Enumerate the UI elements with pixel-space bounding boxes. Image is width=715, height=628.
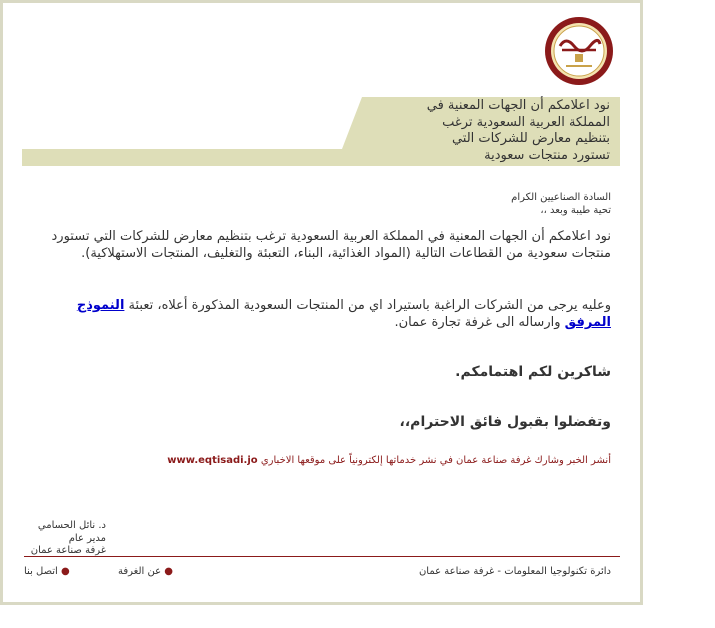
footer-link-label: اتصل بنا <box>24 566 58 577</box>
banner-line: المملكة العربية السعودية ترغب <box>442 114 610 130</box>
banner-line: بتنظيم معارض للشركات التي <box>451 131 610 146</box>
announcement-paragraph: نود اعلامكم أن الجهات المعنية في المملكة العربية السعودية ترغب بتنظيم معارض للشركات التي تستورد منتجات سعودية من القطاعات التالية (المواد الغذائية، البناء، التعبئة والتغليف، المنتجات الاستهلاكية). <box>51 229 611 261</box>
footer-link-about[interactable] <box>118 566 173 577</box>
share-note <box>167 455 611 466</box>
headline-banner <box>22 97 620 166</box>
banner-line: تستورد منتجات سعودية <box>484 147 610 163</box>
footer-department: دائرة تكنولوجيا المعلومات - غرفة صناعة عمان <box>418 566 611 577</box>
request-text-end: وارساله الى غرفة تجارة عمان. <box>394 315 565 330</box>
request-paragraph <box>41 297 611 331</box>
bullet-icon: ● <box>164 566 173 577</box>
signer-org: غرفة صناعة عمان <box>30 545 106 556</box>
salutation <box>511 192 611 217</box>
share-text: أنشر الخبر وشارك غرفة صناعة عمان في نشر خدماتها إلكترونياً على موقعها الاخباري <box>260 455 611 466</box>
footer-link-label: عن الغرفة <box>118 566 162 577</box>
chamber-logo <box>544 16 614 86</box>
regards-line: وتفضلوا بقبول فائق الاحترام،، <box>399 414 611 430</box>
bullet-icon: ● <box>61 566 70 577</box>
thanks-line: شاكرين لكم اهتمامكم. <box>455 364 611 380</box>
banner-line: نود اعلامكم أن الجهات المعنية في <box>426 98 610 113</box>
salutation-line: تحية طيبة وبعد ،، <box>540 204 611 216</box>
signer-name: د. نائل الحسامي <box>37 520 106 531</box>
banner-text <box>350 98 610 164</box>
salutation-line: السادة الصناعيين الكرام <box>511 192 611 203</box>
signer-title: مدير عام <box>68 532 106 544</box>
footer-link-contact[interactable] <box>24 566 70 577</box>
signature-block <box>24 520 106 558</box>
request-text: وعليه يرجى من الشركات الراغبة باستيراد اي من المنتجات السعودية المذكورة أعلاه، تعبئة <box>124 298 611 313</box>
attached-form-link[interactable]: النموذج المرفق <box>76 298 611 330</box>
footer-divider <box>24 556 620 557</box>
news-site-link[interactable]: www.eqtisadi.jo <box>167 455 258 466</box>
